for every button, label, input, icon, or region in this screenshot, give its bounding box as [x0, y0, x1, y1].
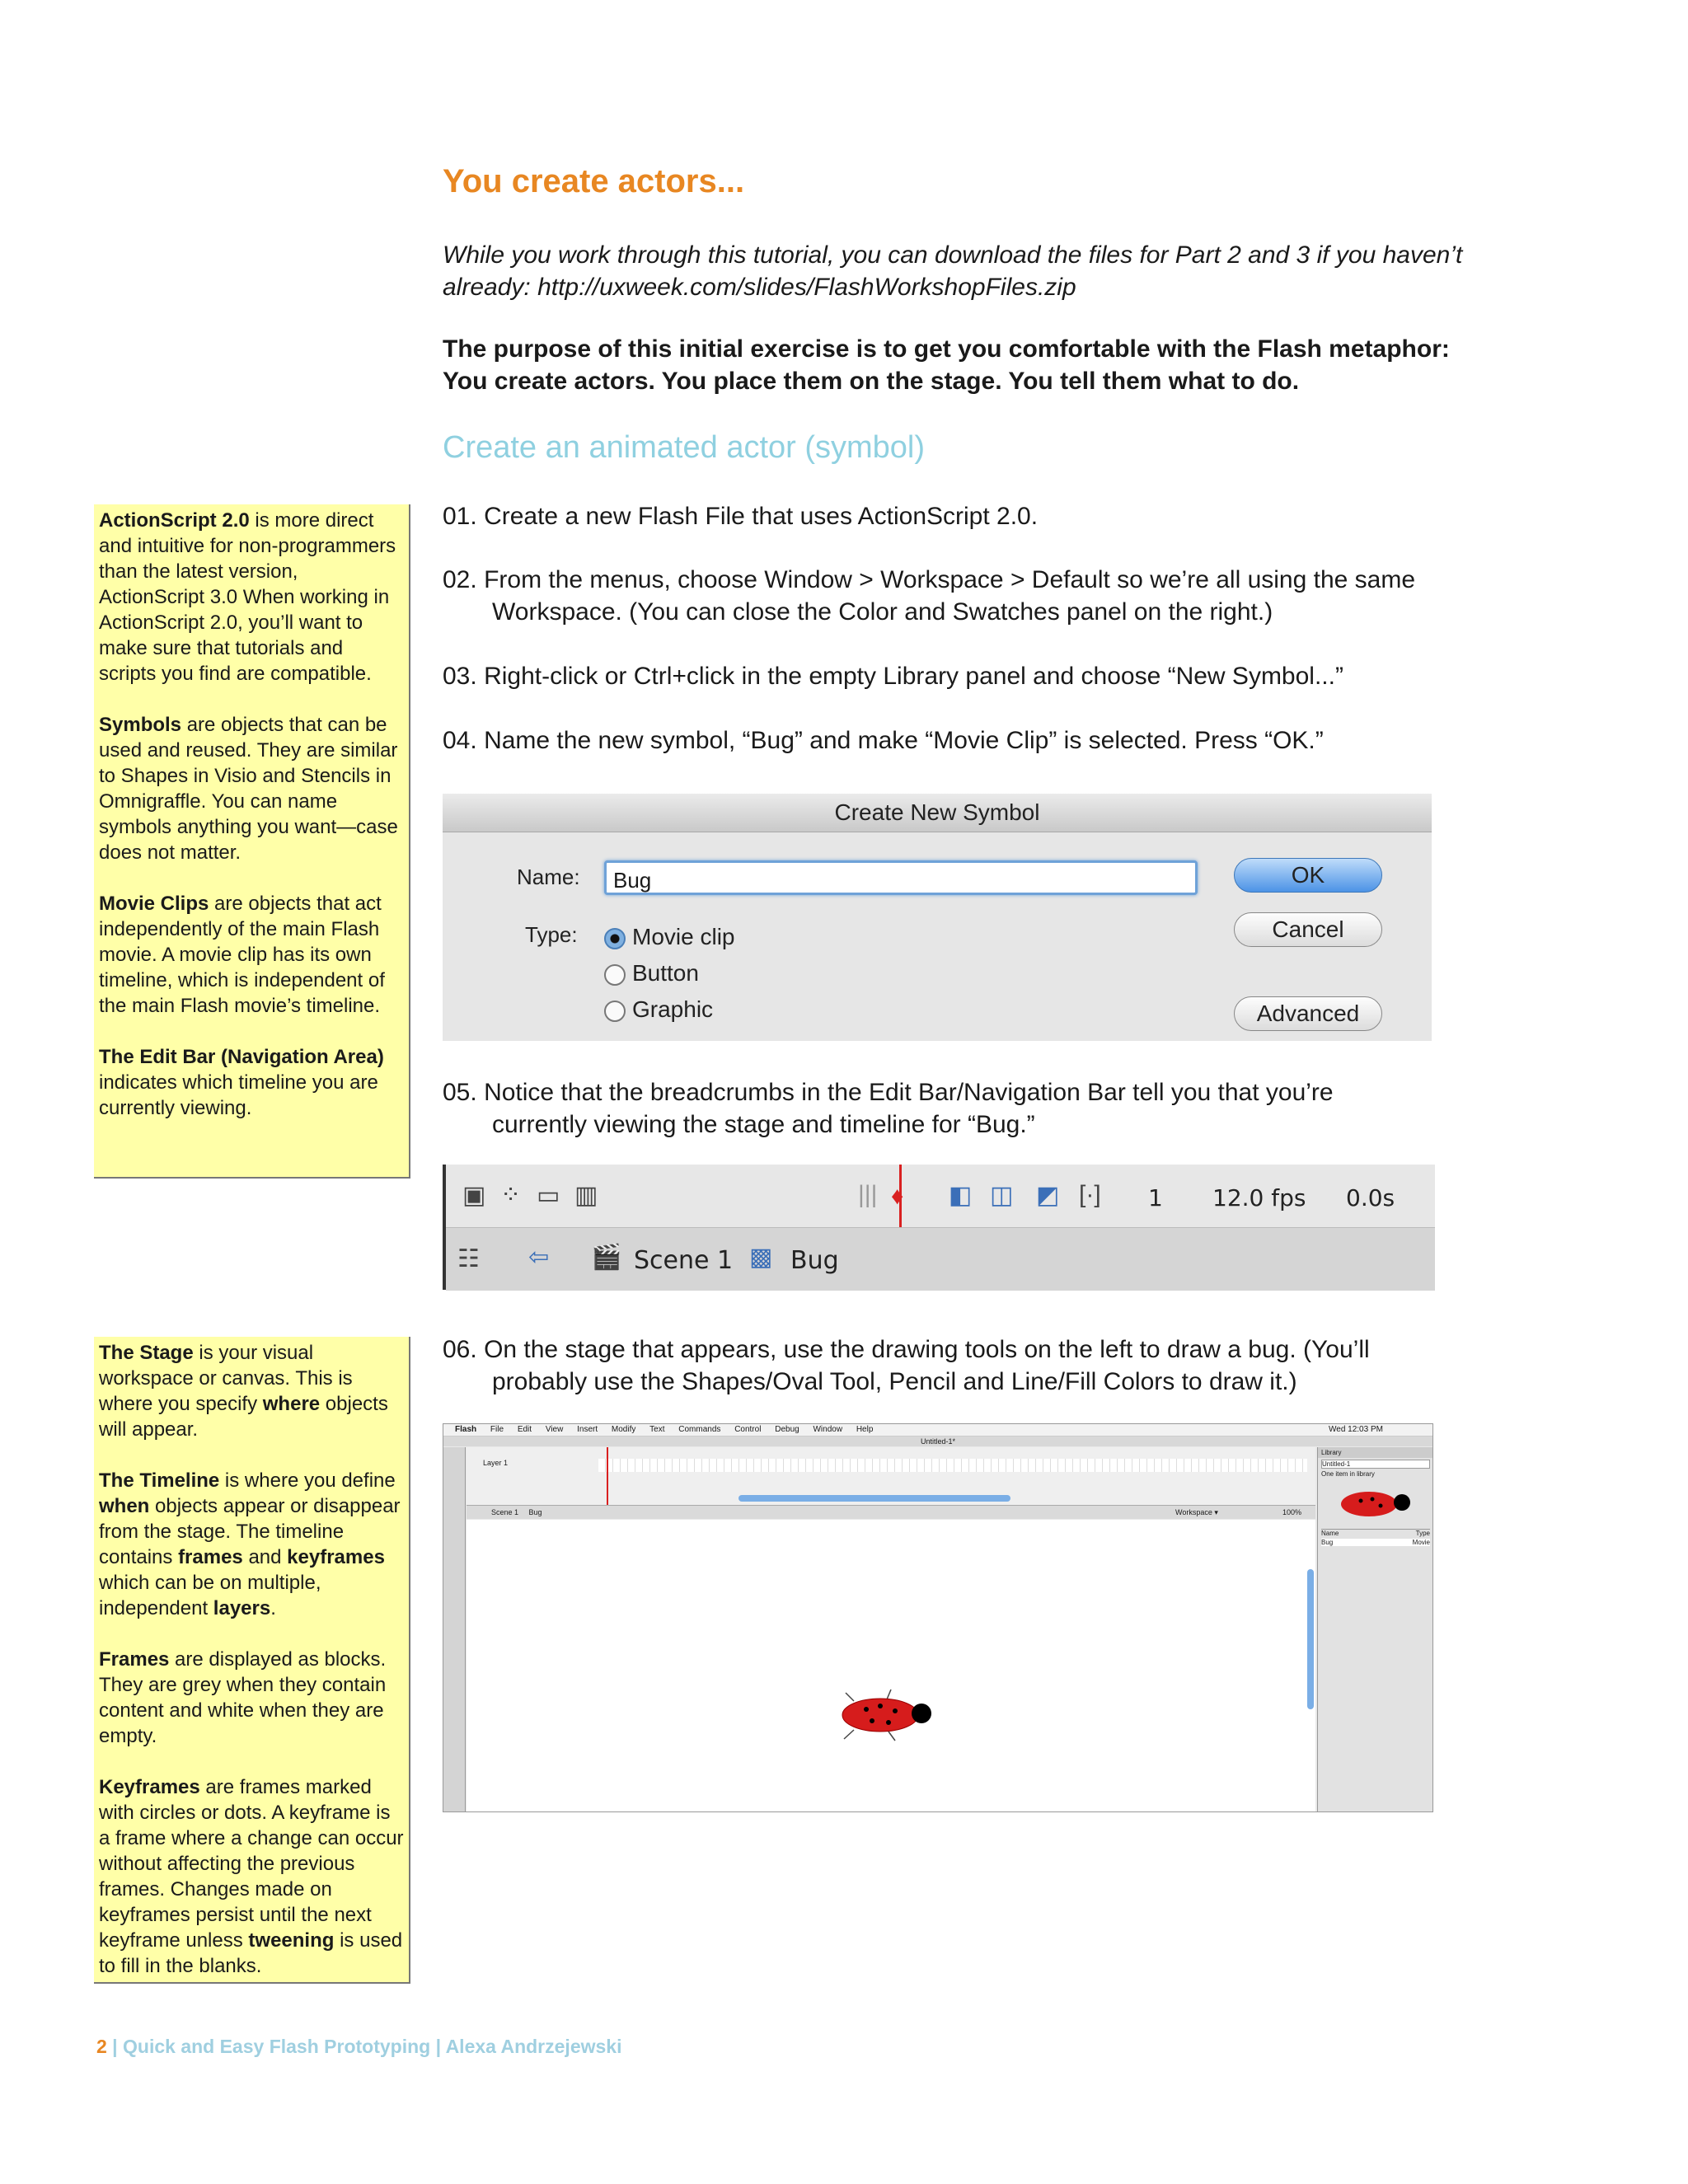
footer-text: | Quick and Easy Flash Prototyping | Alexa Andrzejewski: [106, 2036, 622, 2057]
mac-menu-bar: [443, 1424, 1432, 1436]
breadcrumb: [446, 1227, 1435, 1291]
radio-button[interactable]: [604, 960, 699, 987]
bug-drawing[interactable]: [829, 1685, 945, 1750]
note-stage: The Stage is your visual workspace or canvas. This is where you specify where objects will appear.: [99, 1342, 388, 1441]
step-03: [443, 660, 1465, 692]
library-preview-bug: [1318, 1479, 1425, 1526]
radio-movie-clip[interactable]: [604, 924, 734, 950]
workspace-menu[interactable]: Workspace ▾: [1175, 1508, 1218, 1516]
note-symbols: Symbols are objects that can be used and reused. They are similar to Shapes in Visio and Stencils in Omnigraffle. You can name symbols anything you want—case does not matter.: [99, 714, 398, 864]
folder-icon[interactable]: ▭: [537, 1182, 560, 1209]
timeline-panel[interactable]: [467, 1447, 1315, 1506]
timeline-playhead[interactable]: [607, 1447, 608, 1505]
breadcrumb-symbol[interactable]: Bug: [790, 1246, 839, 1275]
menu-modify[interactable]: Modify: [611, 1425, 636, 1434]
layer-name[interactable]: Layer 1: [483, 1459, 509, 1467]
step-text: Create a new Flash File that uses ActionScript 2.0.: [484, 503, 1039, 530]
menu-control[interactable]: Control: [734, 1425, 762, 1434]
scene-clapper-icon: 🎬: [591, 1244, 622, 1271]
menu-file[interactable]: File: [490, 1425, 504, 1434]
section-subtitle: Create an animated actor (symbol): [443, 430, 926, 465]
new-layer-icon[interactable]: ▣: [462, 1182, 486, 1209]
radio-graphic[interactable]: [604, 996, 713, 1023]
playhead-marker-icon: ♦: [891, 1183, 904, 1210]
cancel-button[interactable]: Cancel: [1234, 912, 1382, 947]
menu-insert[interactable]: Insert: [577, 1425, 598, 1434]
flash-workspace-screenshot: [443, 1423, 1433, 1812]
radio-label: Movie clip: [632, 924, 735, 949]
step-number: 01.: [443, 503, 477, 530]
menu-window[interactable]: Window: [813, 1425, 843, 1434]
frame-track[interactable]: [598, 1459, 1307, 1472]
timeline-scrollbar[interactable]: [738, 1495, 1010, 1502]
name-label: Name:: [517, 865, 580, 889]
timeline-toggle-icon[interactable]: ☷: [457, 1245, 480, 1272]
menu-clock: Wed 12:03 PM: [1329, 1425, 1383, 1434]
type-label: Type:: [525, 922, 578, 947]
radio-empty-icon: [604, 964, 626, 986]
symbol-name-input[interactable]: Bug: [604, 860, 1198, 895]
intro-text: While you work through this tutorial, you can download the files for Part 2 and 3 if you haven’t already: http://uxweek.com/slides/FlashWorkshopFiles.zip: [443, 241, 1463, 301]
note-movie-clips: Movie Clips are objects that act independently of the main Flash movie. A movie clip has its own timeline, which is independent of the main Flash movie’s timeline.: [99, 893, 385, 1017]
mini-edit-bar: [467, 1506, 1315, 1519]
library-item-name[interactable]: Bug: [1321, 1539, 1334, 1546]
library-tab[interactable]: Library: [1318, 1447, 1433, 1458]
advanced-button[interactable]: Advanced: [1234, 996, 1382, 1031]
elapsed-time: 0.0s: [1346, 1184, 1395, 1212]
mini-breadcrumb-scene[interactable]: Scene 1: [491, 1508, 519, 1516]
mini-breadcrumb-symbol[interactable]: Bug: [528, 1508, 542, 1516]
note-timeline: The Timeline is where you define when objects appear or disappear from the stage. The timeline contains frames and keyframes which can be on multiple, independent layers.: [99, 1469, 401, 1619]
step-number: 02.: [443, 566, 477, 593]
motion-guide-icon[interactable]: ⁘: [500, 1182, 522, 1209]
sidebar-notes-2: [94, 1337, 410, 1984]
frame-rate: 12.0 fps: [1212, 1184, 1306, 1212]
movie-clip-icon: ▩: [749, 1244, 773, 1271]
sidebar-notes-1: [94, 504, 410, 1179]
center-frame-icon[interactable]: ◧: [949, 1182, 973, 1209]
stage-scrollbar[interactable]: [1307, 1569, 1314, 1709]
step-04: [443, 724, 1465, 757]
menu-help[interactable]: Help: [856, 1425, 874, 1434]
library-col-type: Type: [1415, 1530, 1430, 1537]
trash-icon[interactable]: ▥: [574, 1182, 598, 1209]
document-title: Untitled-1*: [443, 1436, 1432, 1446]
radio-empty-icon: [604, 1001, 626, 1022]
step-text-continued: Workspace. (You can close the Color and Swatches panel on the right.): [492, 598, 1273, 626]
menu-flash[interactable]: Flash: [455, 1425, 477, 1434]
page-title: You create actors...: [443, 163, 745, 199]
step-number: 05.: [443, 1079, 477, 1106]
step-text-continued: currently viewing the stage and timeline for “Bug.”: [492, 1111, 1035, 1138]
note-edit-bar: The Edit Bar (Navigation Area) indicates which timeline you are currently viewing.: [99, 1046, 384, 1119]
ok-button[interactable]: OK: [1234, 858, 1382, 893]
step-text: On the stage that appears, use the drawing tools on the left to draw a bug. (You’ll: [484, 1336, 1370, 1363]
step-text-continued: probably use the Shapes/Oval Tool, Pencil and Line/Fill Colors to draw it.): [492, 1368, 1297, 1395]
note-actionscript: ActionScript 2.0 is more direct and intuitive for non-programmers than the latest version, ActionScript 3.0 When working in ActionScript 2.0, you’ll want to make sure that tutorials and scripts you find are compatible.: [99, 509, 396, 685]
scroll-handle-icon[interactable]: |||: [858, 1181, 878, 1208]
library-panel[interactable]: [1317, 1447, 1433, 1811]
step-05: [443, 1076, 1465, 1141]
radio-selected-icon: [604, 928, 626, 949]
library-col-name: Name: [1321, 1530, 1339, 1537]
zoom-level[interactable]: 100%: [1282, 1508, 1302, 1516]
page-footer: [96, 2036, 621, 2058]
page-number: 2: [96, 2036, 107, 2057]
current-frame: 1: [1148, 1184, 1163, 1212]
step-text: From the menus, choose Window > Workspace > Default so we’re all using the same: [484, 566, 1416, 593]
menu-debug[interactable]: Debug: [775, 1425, 799, 1434]
radio-label: Graphic: [632, 996, 714, 1022]
back-arrow-icon[interactable]: ⇦: [528, 1244, 550, 1271]
library-count: One item in library: [1321, 1470, 1375, 1478]
menu-text[interactable]: Text: [649, 1425, 665, 1434]
stage[interactable]: [467, 1520, 1315, 1811]
menu-edit[interactable]: Edit: [517, 1425, 532, 1434]
note-keyframes: Keyframes are frames marked with circles or dots. A keyframe is a frame where a change can occur without affecting the previous frames. Changes made on keyframes persist until the next keyframe unless tweening is used to fill in the blanks.: [99, 1776, 404, 1977]
step-text: Right-click or Ctrl+click in the empty Library panel and choose “New Symbol...”: [484, 663, 1343, 690]
step-number: 04.: [443, 727, 477, 754]
radio-label: Button: [632, 960, 699, 986]
edit-bar: [443, 1165, 1435, 1290]
timeline-controls: [446, 1165, 1435, 1227]
purpose-text: The purpose of this initial exercise is to get you comfortable with the Flash metaphor: You create actors. You place them on the stage. You tell them what to do.: [443, 335, 1450, 395]
breadcrumb-scene[interactable]: Scene 1: [634, 1246, 734, 1275]
library-document-select[interactable]: Untitled-1: [1321, 1460, 1430, 1469]
library-item-type: Movie: [1412, 1539, 1430, 1546]
menu-commands[interactable]: Commands: [678, 1425, 721, 1434]
step-number: 06.: [443, 1336, 477, 1363]
step-text: Notice that the breadcrumbs in the Edit Bar/Navigation Bar tell you that you’re: [484, 1079, 1334, 1106]
step-text: Name the new symbol, “Bug” and make “Movie Clip” is selected. Press “OK.”: [484, 727, 1324, 754]
step-02: [443, 564, 1465, 628]
step-06: [443, 1333, 1465, 1398]
onion-outline-icon[interactable]: ◩: [1036, 1182, 1060, 1209]
edit-multiple-frames-icon[interactable]: [·]: [1079, 1181, 1101, 1208]
dialog-title: Create New Symbol: [443, 794, 1432, 832]
step-01: [443, 500, 1465, 532]
menu-view[interactable]: View: [545, 1425, 564, 1434]
note-frames: Frames are displayed as blocks. They are grey when they contain content and white when they are empty.: [99, 1648, 387, 1747]
step-number: 03.: [443, 663, 477, 690]
create-new-symbol-dialog: [443, 794, 1432, 1041]
onion-skin-icon[interactable]: ◫: [990, 1182, 1014, 1209]
tools-panel[interactable]: [443, 1447, 466, 1811]
